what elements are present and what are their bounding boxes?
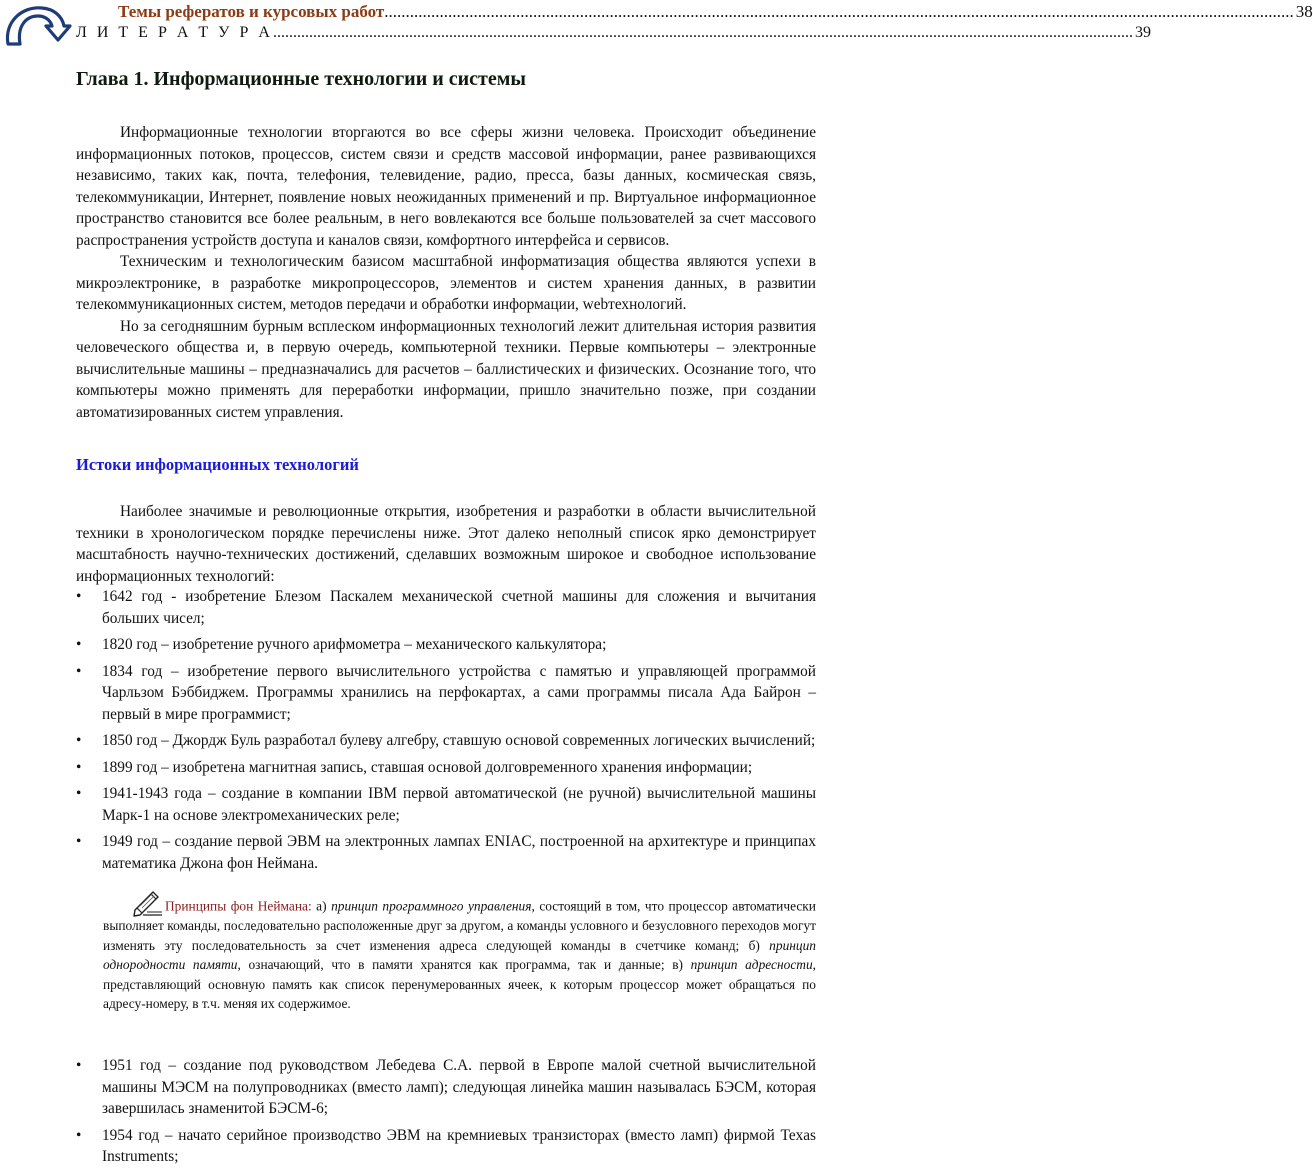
bullet: •: [76, 732, 82, 749]
curved-arrow-icon[interactable]: [0, 0, 72, 52]
section-title: Истоки информационных технологий: [76, 455, 359, 474]
table-of-contents: [76, 0, 1313, 46]
paragraph: Но за сегодняшним бурным всплеском информационных технологий лежит длительная история развития человеческого общества и, в первую очередь, компьютерной техники. Первые компьютеры – электронные вычислительные машины – предназначались для расчетов – баллистических и физических. Осознание того, что компьютеры можно применять для переработки информации, пришло значительно позже, при создании автоматизированных систем управления.: [76, 317, 816, 421]
toc-entry-literature[interactable]: [76, 24, 1151, 46]
toc-leader-dots: ......................................................................................................................................................................................................................: [384, 2, 1294, 21]
paragraph: Техническим и технологическим базисом масштабной информатизация общества являются успехи в микроэлектронике, в разработке микропроцессоров, элементов и систем хранения данных, в развитии телекоммуникационных систем, методов передачи и обработки информации, webтехнологий.: [76, 253, 816, 313]
bullet: •: [76, 833, 82, 850]
list-item-text: 1899 год – изобретена магнитная запись, ставшая основой долговременного хранения информации;: [102, 758, 753, 776]
list-item: [76, 586, 816, 629]
note-text: , означающий, что в памяти хранятся как программа, так и данные; в): [237, 957, 691, 972]
timeline-list-continued: [76, 1055, 816, 1173]
bullet: •: [76, 1057, 82, 1074]
bullet: •: [76, 636, 82, 653]
paragraph: Информационные технологии вторгаются во все сферы жизни человека. Происходит объединение информационных потоков, процессов, систем связи и средств массовой информации, ранее развивающихся независимо, таких как, почта, телефония, телевидение, радио, пресса, базы данных, космическая связь, телекоммуникации, Интернет, появление новых неожиданных применений и пр. Виртуальное информационное пространство становится все более реальным, в него вовлекаются все больше пользователей за счет массового распространения устройств доступа и каналов связи, комфортного интерфейса и сервисов.: [76, 124, 816, 249]
toc-entry-page[interactable]: 38: [1295, 2, 1313, 21]
toc-leader-dots: .......................................................................................................................................................................................................................: [272, 24, 1133, 41]
intro-text: [76, 122, 816, 423]
list-item-text: 1954 год – начато серийное производство ЭВМ на кремниевых транзисторах (вместо ламп) фирмой Texas Instruments;: [102, 1126, 816, 1165]
note-term: принцип адресности: [690, 957, 813, 972]
note-term: принцип однородности памяти: [103, 937, 816, 972]
list-item-text: 1941-1943 года – создание в компании IBM первой автоматической (не ручной) вычислительной машины Марк-1 на основе электромеханических реле;: [102, 785, 816, 824]
list-item: [76, 831, 816, 874]
list-item-text: 1951 год – создание под руководством Лебедева С.А. первой в Европе малой счетной вычислительной машины МЭСМ на полупроводниках (вместо ламп); следующая линейка машин называлась БЭСМ, которая завершилась знаменитой БЭСМ-6;: [102, 1057, 816, 1117]
toc-entry-title[interactable]: Л И Т Е Р А Т У Р А: [76, 24, 273, 41]
bullet: •: [76, 662, 82, 680]
paragraph: Наиболее значимые и революционные открытия, изобретения и разработки в области вычислительной техники в хронологическом порядке перечислены ниже. Этот далеко неполный список ярко демонстрирует масштабность научно-технических достижений, сделавших возможным широкое и свободное использование информационных технологий:: [76, 503, 816, 585]
list-item-text: 1820 год – изобретение ручного арифмометра – механического калькулятора;: [102, 636, 607, 653]
chapter-title: Глава 1. Информационные технологии и системы: [76, 68, 526, 90]
list-item: [76, 730, 816, 752]
note-text: а): [311, 898, 332, 914]
bullet: •: [76, 588, 82, 605]
list-item: [76, 757, 816, 779]
list-item-text: 1949 год – создание первой ЭВМ на электронных лампах ENIAC, построенной на архитектуре и принципах математика Джона фон Неймана.: [102, 833, 816, 872]
list-item: [76, 783, 816, 826]
toc-entry-page[interactable]: 39: [1134, 24, 1151, 41]
note-text: , состоящий в том, что процессор автоматически выполняет команды, последовательно расположенные друг за другом, а команды условного и безусловного переходов могут изменять эту последовательность за счет изменения адреса следующей команды в счетчике команд; б): [103, 898, 816, 953]
list-item: [76, 634, 816, 656]
list-item: [76, 1055, 816, 1120]
list-item-text: 1642 год - изобретение Блезом Паскалем механической счетной машины для сложения и вычитания больших чисел;: [102, 588, 816, 627]
list-item: [76, 1125, 816, 1168]
note-term: принцип программного управления: [331, 898, 532, 914]
timeline-list: [76, 586, 816, 879]
note-lead: Принципы фон Неймана:: [165, 898, 312, 914]
bullet: •: [76, 758, 82, 776]
bullet: •: [76, 1126, 82, 1144]
section-intro: [76, 501, 816, 587]
toc-entry-title[interactable]: Темы рефератов и курсовых работ: [118, 2, 385, 21]
bullet: •: [76, 785, 82, 802]
toc-entry-topics[interactable]: [76, 2, 1313, 24]
von-neumann-note: [103, 888, 816, 1014]
note-text: , представляющий основную память как список перенумерованных ячеек, к которым процессор может обращаться по адресу-номеру, в т.ч. меняя их содержимое.: [103, 957, 816, 1011]
list-item-text: 1850 год – Джордж Буль разработал булеву алгебру, ставшую основой современных логических вычислений;: [102, 732, 816, 749]
list-item: [76, 661, 816, 726]
pencil-icon: [131, 888, 163, 916]
list-item-text: 1834 год – изобретение первого вычислительного устройства с памятью и управляющей программой Чарльзом Бэббиджем. Программы хранились на перфокартах, а сами программы писала Ада Байрон – первый в мире программист;: [102, 662, 816, 723]
